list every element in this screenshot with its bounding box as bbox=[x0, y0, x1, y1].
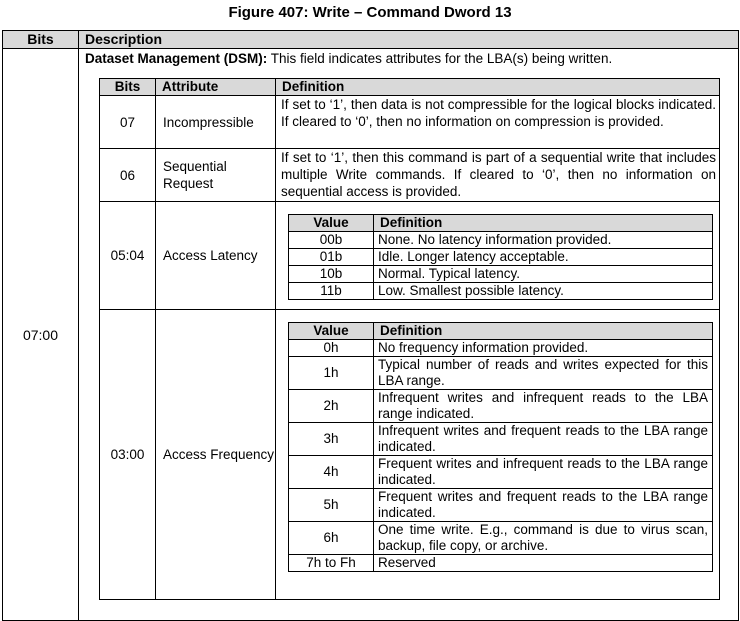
value-row bbox=[289, 357, 713, 390]
value-row bbox=[289, 340, 713, 357]
value-definition: None. No latency information provided. bbox=[374, 232, 713, 249]
access-latency-definition-cell bbox=[276, 202, 720, 310]
attribute-row-access-frequency bbox=[100, 310, 720, 600]
outer-header-description: Description bbox=[79, 31, 739, 49]
value-row bbox=[289, 283, 713, 300]
value-code: 3h bbox=[289, 423, 374, 456]
value-header: Value bbox=[289, 215, 374, 232]
inner-header-bits: Bits bbox=[100, 79, 156, 96]
value-code: 10b bbox=[289, 266, 374, 283]
value-code: 7h to Fh bbox=[289, 555, 374, 572]
inner-header-attribute: Attribute bbox=[156, 79, 276, 96]
value-definition: Frequent writes and frequent reads to the LBA range indicated. bbox=[374, 489, 713, 522]
value-header-row bbox=[289, 323, 713, 340]
outer-row-dsm bbox=[3, 49, 739, 621]
value-definition: Reserved bbox=[374, 555, 713, 572]
value-row bbox=[289, 249, 713, 266]
value-code: 5h bbox=[289, 489, 374, 522]
dsm-description bbox=[85, 50, 732, 68]
attribute-bits: 07 bbox=[100, 96, 156, 149]
attribute-row-sequential-request bbox=[100, 149, 720, 202]
value-code: 01b bbox=[289, 249, 374, 266]
figure-title: Figure 407: Write – Command Dword 13 bbox=[228, 4, 512, 21]
outer-description-cell bbox=[79, 49, 739, 621]
dsm-text: This field indicates attributes for the LBA(s) being written. bbox=[267, 51, 613, 66]
attribute-definition: If set to ‘1’, then data is not compressible for the logical blocks indicated. If cleared to ‘0’, then no information on compression is provided. bbox=[276, 96, 720, 149]
inner-header-definition: Definition bbox=[276, 79, 720, 96]
value-code: 0h bbox=[289, 340, 374, 357]
value-code: 6h bbox=[289, 522, 374, 555]
value-definition: Idle. Longer latency acceptable. bbox=[374, 249, 713, 266]
attribute-name: Sequential Request bbox=[156, 149, 276, 202]
value-header-row bbox=[289, 215, 713, 232]
attribute-name: Access Frequency bbox=[156, 310, 276, 600]
value-header: Value bbox=[289, 323, 374, 340]
command-dword-table bbox=[2, 30, 739, 621]
outer-header-bits: Bits bbox=[3, 31, 79, 49]
attribute-definition: If set to ‘1’, then this command is part of a sequential write that includes multiple Write commands. If cleared to ‘0’, then no information on sequential access is provided. bbox=[276, 149, 720, 202]
dsm-attribute-table bbox=[99, 78, 720, 600]
value-definition: No frequency information provided. bbox=[374, 340, 713, 357]
value-code: 2h bbox=[289, 390, 374, 423]
attribute-row-access-latency bbox=[100, 202, 720, 310]
value-row bbox=[289, 456, 713, 489]
value-row bbox=[289, 522, 713, 555]
definition-header: Definition bbox=[374, 215, 713, 232]
value-definition: Normal. Typical latency. bbox=[374, 266, 713, 283]
value-definition: Frequent writes and infrequent reads to the LBA range indicated. bbox=[374, 456, 713, 489]
value-definition: Infrequent writes and infrequent reads to the LBA range indicated. bbox=[374, 390, 713, 423]
attribute-bits: 05:04 bbox=[100, 202, 156, 310]
value-row bbox=[289, 266, 713, 283]
value-code: 11b bbox=[289, 283, 374, 300]
attribute-name: Access Latency bbox=[156, 202, 276, 310]
access-latency-value-table bbox=[288, 214, 713, 300]
outer-bits-value: 07:00 bbox=[3, 49, 79, 621]
value-definition: Low. Smallest possible latency. bbox=[374, 283, 713, 300]
value-row bbox=[289, 489, 713, 522]
value-code: 1h bbox=[289, 357, 374, 390]
attribute-name: Incompressible bbox=[156, 96, 276, 149]
access-frequency-definition-cell bbox=[276, 310, 720, 600]
value-row bbox=[289, 423, 713, 456]
attribute-bits: 03:00 bbox=[100, 310, 156, 600]
value-code: 4h bbox=[289, 456, 374, 489]
value-definition: Typical number of reads and writes expected for this LBA range. bbox=[374, 357, 713, 390]
attribute-bits: 06 bbox=[100, 149, 156, 202]
value-row bbox=[289, 390, 713, 423]
value-row bbox=[289, 555, 713, 572]
inner-header-row bbox=[100, 79, 720, 96]
outer-header-row bbox=[3, 31, 739, 49]
attribute-row-incompressible bbox=[100, 96, 720, 149]
value-code: 00b bbox=[289, 232, 374, 249]
value-definition: Infrequent writes and frequent reads to the LBA range indicated. bbox=[374, 423, 713, 456]
value-row bbox=[289, 232, 713, 249]
access-frequency-value-table bbox=[288, 322, 713, 572]
value-definition: One time write. E.g., command is due to virus scan, backup, file copy, or archive. bbox=[374, 522, 713, 555]
dsm-label: Dataset Management (DSM): bbox=[85, 51, 268, 66]
definition-header: Definition bbox=[374, 323, 713, 340]
